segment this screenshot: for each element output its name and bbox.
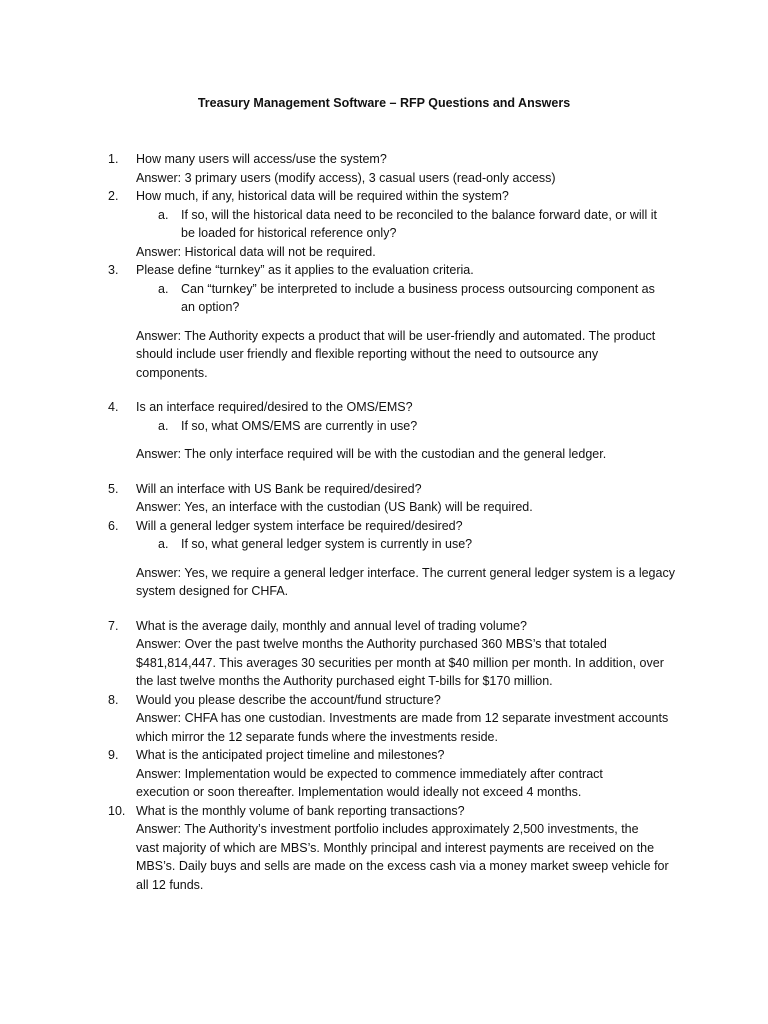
answer-text: Answer: The only interface required will be with the custodian and the general ledger.	[136, 447, 607, 461]
sub-letter: a.	[158, 207, 169, 222]
question-text: Would you please describe the account/fund structure?	[136, 692, 441, 707]
answer-text: Answer: Yes, an interface with the custodian (US Bank) will be required.	[136, 500, 533, 514]
item-number: 6.	[108, 518, 119, 533]
item-number: 10.	[108, 803, 126, 818]
sub-question-line: an option?	[181, 300, 240, 314]
qa-item-3	[0, 261, 676, 317]
answer-line: Answer: Implementation would be expected to commence immediately after contract	[136, 766, 603, 781]
answer-line: execution or soon thereafter. Implementation would ideally not exceed 4 months.	[136, 785, 582, 799]
answer-line: system designed for CHFA.	[136, 584, 289, 598]
qa-item-2	[0, 187, 676, 261]
item-number: 2.	[108, 189, 119, 203]
qa-item-4	[0, 398, 676, 435]
sub-question-line: If so, what OMS/EMS are currently in use?	[181, 418, 418, 433]
question-text: Please define “turnkey” as it applies to the evaluation criteria.	[136, 263, 474, 277]
question-text: What is the average daily, monthly and annual level of trading volume?	[136, 618, 527, 633]
sub-question-line: be loaded for historical reference only?	[181, 226, 397, 240]
answer-block-4	[0, 445, 681, 464]
answer-line: MBS’s. Daily buys and sells are made on the excess cash via a money market sweep vehicle for	[136, 859, 669, 873]
item-number: 4.	[108, 400, 119, 414]
answer-line: which mirror the 12 separate funds where the investments reside.	[136, 729, 498, 744]
question-text: How many users will access/use the system?	[136, 152, 387, 166]
item-number: 7.	[108, 618, 119, 633]
answer-line: Answer: Over the past twelve months the Authority purchased 360 MBS’s that totaled	[136, 637, 607, 651]
question-text: Will an interface with US Bank be required/desired?	[136, 481, 422, 496]
qa-item-8	[0, 691, 676, 747]
answer-text: Answer: 3 primary users (modify access), 3 casual users (read-only access)	[136, 170, 556, 185]
answer-line: Answer: The Authority’s investment portfolio includes approximately 2,500 investments, the	[136, 822, 639, 836]
qa-item-5	[0, 480, 676, 517]
answer-line: vast majority of which are MBS’s. Monthly principal and interest payments are received on the	[136, 840, 655, 855]
item-number: 5.	[108, 481, 119, 496]
question-text: What is the anticipated project timeline and milestones?	[136, 748, 445, 762]
sub-question	[136, 280, 676, 317]
answer-line: $481,814,447. This averages 30 securities per month at $40 million per month. In addition, over	[136, 655, 664, 670]
sub-question	[136, 206, 676, 243]
qa-list	[0, 150, 768, 894]
answer-line: should include user friendly and flexible reporting without the need to outsource any	[136, 347, 599, 361]
question-text: What is the monthly volume of bank reporting transactions?	[136, 803, 465, 818]
answer-line: Answer: CHFA has one custodian. Investments are made from 12 separate investment accounts	[136, 711, 669, 725]
answer-block-3	[0, 327, 681, 383]
sub-question	[136, 535, 676, 554]
question-text: How much, if any, historical data will be required within the system?	[136, 189, 509, 203]
item-number: 1.	[108, 152, 119, 166]
answer-line: all 12 funds.	[136, 877, 204, 892]
answer-line: the last twelve months the Authority purchased eight T-bills for $170 million.	[136, 674, 553, 688]
question-text: Will a general ledger system interface be required/desired?	[136, 518, 463, 533]
qa-item-9	[0, 746, 676, 802]
item-number: 9.	[108, 748, 119, 762]
sub-letter: a.	[158, 418, 169, 433]
question-text: Is an interface required/desired to the OMS/EMS?	[136, 400, 413, 414]
sub-question-line: If so, will the historical data need to be reconciled to the balance forward date, or will it	[181, 207, 657, 222]
qa-item-1	[0, 150, 676, 187]
document-title: Treasury Management Software – RFP Questions and Answers	[197, 96, 571, 110]
item-number: 8.	[108, 692, 119, 707]
qa-item-6	[0, 517, 676, 554]
answer-line: Answer: The Authority expects a product that will be user-friendly and automated. The product	[136, 328, 656, 343]
answer-line: components.	[136, 365, 208, 380]
answer-block-6	[0, 564, 681, 601]
item-number: 3.	[108, 263, 119, 277]
answer-text: Answer: Historical data will not be required.	[136, 244, 376, 259]
sub-question-line: If so, what general ledger system is currently in use?	[181, 537, 473, 551]
sub-letter: a.	[158, 537, 169, 551]
sub-letter: a.	[158, 281, 169, 296]
sub-question	[136, 417, 676, 436]
answer-line: Answer: Yes, we require a general ledger interface. The current general ledger system is a legacy	[136, 565, 675, 580]
qa-item-10	[0, 802, 676, 895]
qa-item-7	[0, 617, 676, 691]
sub-question-line: Can “turnkey” be interpreted to include a business process outsourcing component as	[181, 281, 655, 296]
